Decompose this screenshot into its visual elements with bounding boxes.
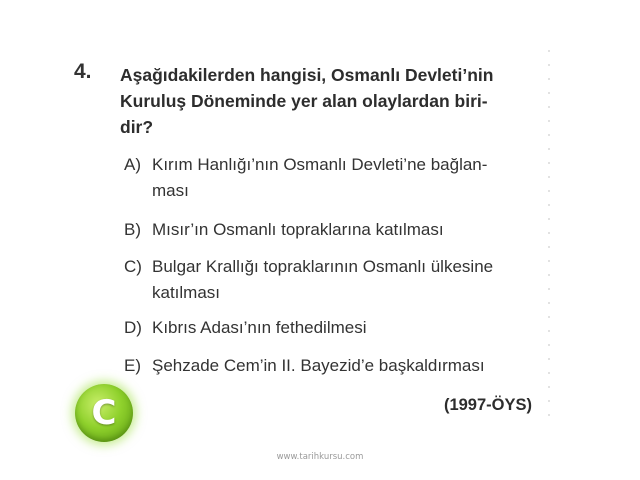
- stem-line: dir?: [120, 117, 154, 137]
- option-text: [152, 254, 493, 306]
- option-text: [152, 315, 367, 341]
- scan-edge-marks: [548, 50, 550, 420]
- option-line: katılması: [152, 283, 221, 302]
- option-text: [152, 152, 487, 204]
- option-letter: A): [124, 155, 141, 174]
- stem-line: Kuruluş Döneminde yer alan olaylardan biri-: [120, 91, 488, 111]
- question-stem: [120, 62, 540, 140]
- option-line: Kıbrıs Adası’nın fethedilmesi: [152, 318, 367, 337]
- question-number: 4.: [74, 60, 92, 83]
- option-line: ması: [152, 181, 189, 200]
- option-letter: B): [124, 220, 141, 239]
- option-line: Bulgar Krallığı topraklarının Osmanlı ülkesine: [152, 257, 494, 276]
- watermark: www.tarihkursu.com: [276, 452, 364, 462]
- option-letter: C): [124, 257, 142, 276]
- option-line: Şehzade Cem’in II. Bayezid’e başkaldırması: [152, 356, 485, 375]
- answer-letter: C: [91, 393, 117, 433]
- option-letter: E): [124, 356, 141, 375]
- option-letter: D): [124, 318, 142, 337]
- answer-badge[interactable]: [75, 384, 133, 442]
- stem-line: Aşağıdakilerden hangisi, Osmanlı Devleti’nin: [120, 65, 494, 85]
- option-text: [152, 217, 444, 243]
- option-text: [152, 353, 485, 379]
- exam-source: (1997-ÖYS): [443, 396, 532, 414]
- option-line: Mısır’ın Osmanlı topraklarına katılması: [152, 220, 444, 239]
- option-line: Kırım Hanlığı’nın Osmanlı Devleti’ne bağlan-: [152, 155, 488, 174]
